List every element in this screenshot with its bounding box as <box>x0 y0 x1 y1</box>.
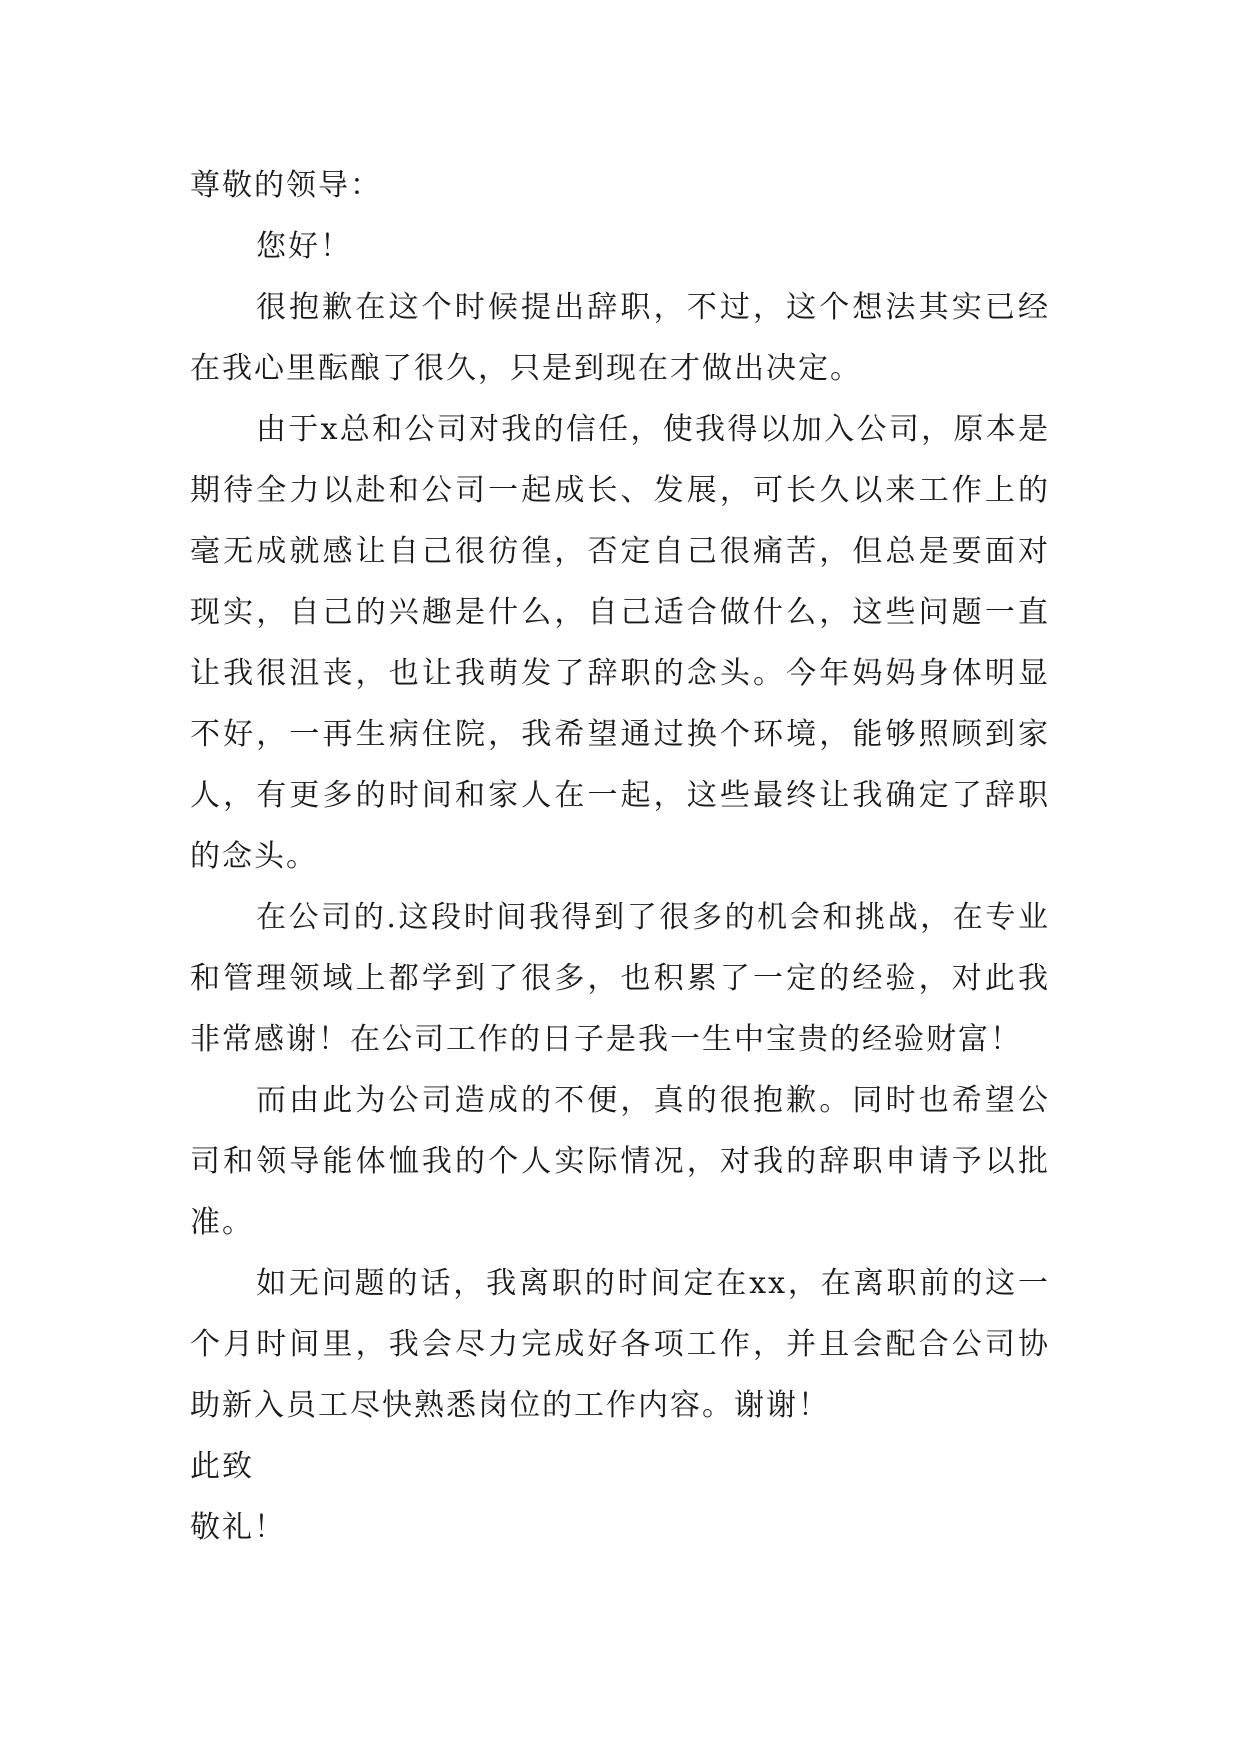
closing-line-2: 敬礼！ <box>190 1510 286 1545</box>
greeting: 您好！ <box>256 229 352 264</box>
letter-body <box>190 155 1050 1558</box>
closing-line-1: 此致 <box>190 1449 254 1484</box>
paragraph-3: 在公司的.这段时间我得到了很多的机会和挑战，在专业和管理领域上都学到了很多，也积累了一定的经验，对此我非常感谢！在公司工作的日子是我一生中宝贵的经验财富！ <box>190 900 1050 1057</box>
paragraph-1: 很抱歉在这个时候提出辞职，不过，这个想法其实已经在我心里酝酿了很久，只是到现在才做出决定。 <box>190 290 1050 386</box>
paragraph-5: 如无问题的话，我离职的时间定在xx，在离职前的这一个月时间里，我会尽力完成好各项工作，并且会配合公司协助新入员工尽快熟悉岗位的工作内容。谢谢！ <box>190 1266 1050 1423</box>
paragraph-4: 而由此为公司造成的不便，真的很抱歉。同时也希望公司和领导能体恤我的个人实际情况，对我的辞职申请予以批准。 <box>190 1083 1050 1240</box>
paragraph-2: 由于x总和公司对我的信任，使我得以加入公司，原本是期待全力以赴和公司一起成长、发展，可长久以来工作上的毫无成就感让自己很彷徨，否定自己很痛苦，但总是要面对现实，自己的兴趣是什么，自己适合做什么，这些问题一直让我很沮丧，也让我萌发了辞职的念头。今年妈妈身体明显不好，一再生病住院，我希望通过换个环境，能够照顾到家人，有更多的时间和家人在一起，这些最终让我确定了辞职的念头。 <box>190 412 1050 874</box>
salutation: 尊敬的领导： <box>190 168 382 203</box>
